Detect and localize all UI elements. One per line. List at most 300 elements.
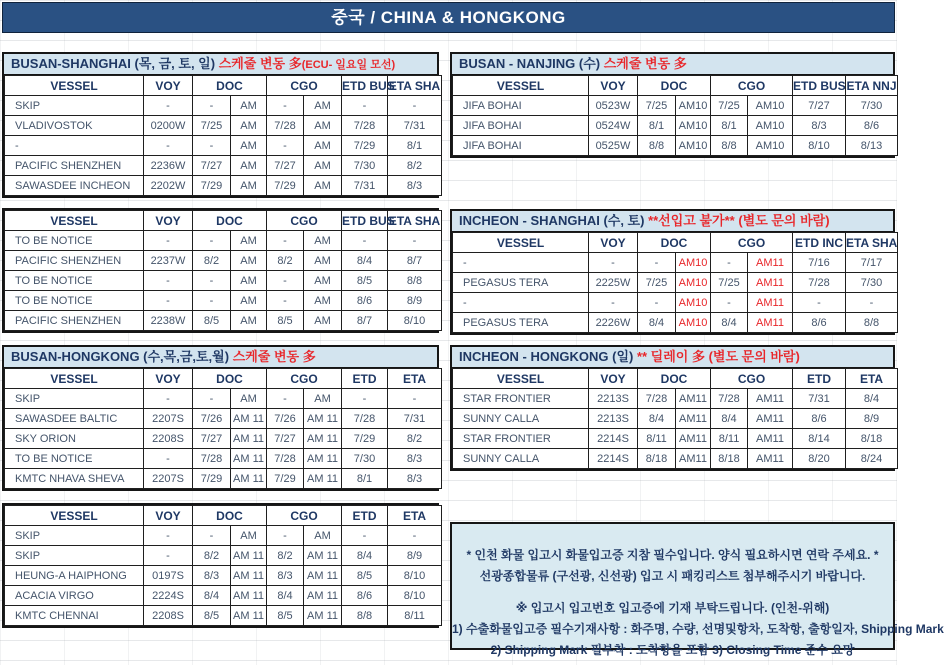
- column-header-etd-inc: ETD INC: [793, 233, 846, 253]
- doc-date-cell: 8/2: [193, 546, 231, 566]
- column-header-voy: VOY: [589, 233, 638, 253]
- doc-time-cell: AM: [231, 389, 267, 409]
- doc-time-cell: AM: [231, 176, 267, 196]
- table-row: [5, 311, 442, 331]
- cgo-time-cell: AM: [304, 116, 342, 136]
- eta-cell: 8/10: [388, 311, 442, 331]
- vessel-cell: SUNNY CALLA: [453, 409, 589, 429]
- section-title-red-text: ** 딜레이 多 (별도 문의 바람): [636, 349, 800, 364]
- page-banner: [2, 2, 895, 33]
- cgo-time-cell: AM: [304, 251, 342, 271]
- etd-cell: 8/6: [342, 291, 388, 311]
- voy-cell: 0200W: [144, 116, 193, 136]
- cgo-date-cell: -: [267, 136, 304, 156]
- doc-time-cell: AM: [231, 271, 267, 291]
- cgo-date-cell: 8/8: [711, 136, 748, 156]
- cgo-time-cell: AM10: [748, 116, 793, 136]
- voy-cell: 2213S: [589, 389, 638, 409]
- etd-cell: 8/3: [793, 116, 846, 136]
- etd-cell: 7/30: [342, 449, 388, 469]
- voy-cell: 0523W: [589, 96, 638, 116]
- doc-time-cell: AM11: [676, 449, 711, 469]
- section-title-red-note: (ECU- 일요일 모선): [301, 59, 396, 71]
- etd-cell: 7/30: [342, 156, 388, 176]
- eta-cell: 7/31: [388, 116, 442, 136]
- eta-cell: 8/10: [388, 586, 442, 606]
- table-row: [5, 251, 442, 271]
- cgo-date-cell: -: [267, 526, 304, 546]
- column-header-doc: DOC: [638, 76, 711, 96]
- doc-time-cell: AM: [231, 136, 267, 156]
- vessel-cell: TO BE NOTICE: [5, 291, 144, 311]
- eta-cell: -: [388, 96, 442, 116]
- schedule-table: [452, 75, 898, 156]
- table-row: [453, 273, 898, 293]
- column-header-voy: VOY: [144, 506, 193, 526]
- section-title-red-text: 스케줄 변동 多: [232, 349, 316, 364]
- table-row: [5, 566, 442, 586]
- vessel-cell: -: [5, 136, 144, 156]
- doc-date-cell: 7/28: [638, 389, 676, 409]
- doc-date-cell: -: [193, 96, 231, 116]
- vessel-cell: TO BE NOTICE: [5, 449, 144, 469]
- vessel-cell: HEUNG-A HAIPHONG: [5, 566, 144, 586]
- section-title-text: INCHEON - HONGKONG (일): [459, 349, 637, 364]
- cgo-date-cell: 8/2: [267, 251, 304, 271]
- doc-time-cell: AM11: [676, 389, 711, 409]
- cgo-time-cell: AM: [304, 291, 342, 311]
- voy-cell: -: [144, 231, 193, 251]
- table-header-row: [5, 76, 442, 96]
- vessel-cell: PACIFIC SHENZHEN: [5, 251, 144, 271]
- vessel-cell: -: [453, 293, 589, 313]
- notice-spacer: [452, 587, 893, 598]
- vessel-cell: PACIFIC SHENZHEN: [5, 156, 144, 176]
- table-row: [5, 271, 442, 291]
- section-title-text: BUSAN-SHANGHAI (목, 금, 토, 일): [11, 56, 219, 71]
- etd-cell: 7/27: [793, 96, 846, 116]
- column-header-voy: VOY: [144, 211, 193, 231]
- doc-date-cell: 8/5: [193, 311, 231, 331]
- vessel-cell: SAWASDEE BALTIC: [5, 409, 144, 429]
- table-row: [5, 96, 442, 116]
- column-header-vessel: VESSEL: [5, 211, 144, 231]
- etd-cell: -: [342, 389, 388, 409]
- doc-date-cell: 8/2: [193, 251, 231, 271]
- voy-cell: 2214S: [589, 449, 638, 469]
- table-row: [453, 389, 898, 409]
- cgo-time-cell: AM 11: [304, 566, 342, 586]
- column-header-etd-bus: ETD BUS: [793, 76, 846, 96]
- table-busan-hongkong: [2, 345, 439, 491]
- table-row: [5, 136, 442, 156]
- schedule-table: [452, 232, 898, 333]
- vessel-cell: STAR FRONTIER: [453, 389, 589, 409]
- doc-date-cell: 8/4: [638, 313, 676, 333]
- doc-time-cell: AM: [231, 156, 267, 176]
- doc-date-cell: 7/27: [193, 156, 231, 176]
- doc-date-cell: 7/28: [193, 449, 231, 469]
- cgo-time-cell: AM: [304, 136, 342, 156]
- voy-cell: -: [144, 96, 193, 116]
- vessel-cell: KMTC NHAVA SHEVA: [5, 469, 144, 489]
- cgo-date-cell: 7/28: [267, 449, 304, 469]
- doc-time-cell: AM 11: [231, 409, 267, 429]
- cgo-date-cell: 7/26: [267, 409, 304, 429]
- cgo-time-cell: AM11: [748, 313, 793, 333]
- cgo-date-cell: -: [711, 253, 748, 273]
- table-busan-shanghai-2: [2, 208, 439, 333]
- doc-date-cell: 7/25: [193, 116, 231, 136]
- cgo-date-cell: 8/5: [267, 311, 304, 331]
- table-row: [453, 96, 898, 116]
- cgo-date-cell: 8/18: [711, 449, 748, 469]
- column-header-vessel: VESSEL: [453, 233, 589, 253]
- cgo-time-cell: AM10: [748, 96, 793, 116]
- doc-time-cell: AM: [231, 291, 267, 311]
- schedule-table: [4, 75, 442, 196]
- doc-date-cell: -: [193, 271, 231, 291]
- table-row: [453, 136, 898, 156]
- eta-cell: 8/10: [388, 566, 442, 586]
- column-header-doc: DOC: [193, 369, 267, 389]
- doc-time-cell: AM 11: [231, 606, 267, 626]
- eta-cell: 8/9: [388, 291, 442, 311]
- eta-cell: 8/6: [846, 116, 898, 136]
- etd-cell: 8/10: [793, 136, 846, 156]
- vessel-cell: KMTC CHENNAI: [5, 606, 144, 626]
- table-row: [5, 449, 442, 469]
- section-title-text: INCHEON - SHANGHAI (수, 토): [459, 213, 649, 228]
- table-row: [453, 429, 898, 449]
- table-row: [453, 293, 898, 313]
- doc-time-cell: AM11: [676, 409, 711, 429]
- doc-date-cell: 7/29: [193, 176, 231, 196]
- eta-cell: 7/30: [846, 96, 898, 116]
- cgo-time-cell: AM: [304, 271, 342, 291]
- column-header-etd-bus: ETD BUS: [342, 211, 388, 231]
- etd-cell: -: [342, 231, 388, 251]
- cgo-time-cell: AM 11: [304, 546, 342, 566]
- doc-date-cell: -: [193, 291, 231, 311]
- table-header-row: [453, 76, 898, 96]
- doc-date-cell: -: [193, 389, 231, 409]
- doc-time-cell: AM10: [676, 136, 711, 156]
- cgo-time-cell: AM 11: [304, 469, 342, 489]
- cgo-date-cell: 8/2: [267, 546, 304, 566]
- column-header-vessel: VESSEL: [5, 369, 144, 389]
- voy-cell: -: [589, 253, 638, 273]
- voy-cell: 2225W: [589, 273, 638, 293]
- table-row: [5, 389, 442, 409]
- table-row: [5, 526, 442, 546]
- etd-cell: 8/6: [793, 313, 846, 333]
- section-title-text: BUSAN-HONGKONG (수,목,금,토,월): [11, 349, 233, 364]
- vessel-cell: PEGASUS TERA: [453, 313, 589, 333]
- column-header-eta: ETA: [388, 369, 442, 389]
- doc-time-cell: AM: [231, 526, 267, 546]
- doc-time-cell: AM11: [676, 429, 711, 449]
- voy-cell: -: [144, 291, 193, 311]
- etd-cell: 7/31: [342, 176, 388, 196]
- vessel-cell: SKIP: [5, 96, 144, 116]
- cgo-date-cell: 8/4: [267, 586, 304, 606]
- column-header-cgo: CGO: [267, 369, 342, 389]
- cgo-date-cell: 7/28: [267, 116, 304, 136]
- doc-time-cell: AM10: [676, 293, 711, 313]
- eta-cell: 8/9: [388, 546, 442, 566]
- table-incheon-shanghai: [450, 209, 898, 335]
- voy-cell: 0524W: [589, 116, 638, 136]
- eta-cell: 7/30: [846, 273, 898, 293]
- eta-cell: 8/8: [846, 313, 898, 333]
- doc-time-cell: AM: [231, 231, 267, 251]
- section-title-bar: [452, 347, 893, 368]
- doc-date-cell: -: [193, 136, 231, 156]
- doc-date-cell: -: [638, 253, 676, 273]
- cgo-date-cell: 7/25: [711, 273, 748, 293]
- notice-line: 선광종합물류 (구선광, 신선광) 입고 시 패킹리스트 첨부해주시기 바랍니다.: [479, 569, 866, 583]
- doc-time-cell: AM 11: [231, 429, 267, 449]
- vessel-cell: SKIP: [5, 526, 144, 546]
- cgo-date-cell: -: [711, 293, 748, 313]
- column-header-eta-sha: ETA SHA: [846, 233, 898, 253]
- etd-cell: 8/4: [342, 251, 388, 271]
- table-row: [453, 253, 898, 273]
- table-header-row: [5, 211, 442, 231]
- voy-cell: 0525W: [589, 136, 638, 156]
- table-row: [453, 313, 898, 333]
- doc-date-cell: 7/29: [193, 469, 231, 489]
- cgo-time-cell: AM: [304, 176, 342, 196]
- voy-cell: 2226W: [589, 313, 638, 333]
- vessel-cell: VLADIVOSTOK: [5, 116, 144, 136]
- eta-cell: -: [388, 526, 442, 546]
- column-header-eta-sha: ETA SHA: [388, 76, 442, 96]
- vessel-cell: JIFA BOHAI: [453, 116, 589, 136]
- column-header-eta-sha: ETA SHA: [388, 211, 442, 231]
- eta-cell: -: [388, 231, 442, 251]
- vessel-cell: PACIFIC SHENZHEN: [5, 311, 144, 331]
- voy-cell: 2224S: [144, 586, 193, 606]
- doc-date-cell: 8/4: [193, 586, 231, 606]
- cgo-time-cell: AM: [304, 526, 342, 546]
- table-row: [5, 116, 442, 136]
- table-busan-nanjing: [450, 52, 895, 158]
- column-header-doc: DOC: [193, 211, 267, 231]
- voy-cell: 2202W: [144, 176, 193, 196]
- doc-time-cell: AM10: [676, 253, 711, 273]
- cgo-time-cell: AM11: [748, 293, 793, 313]
- column-header-cgo: CGO: [711, 233, 793, 253]
- column-header-voy: VOY: [589, 369, 638, 389]
- column-header-cgo: CGO: [267, 76, 342, 96]
- cgo-date-cell: -: [267, 96, 304, 116]
- cgo-date-cell: 8/11: [711, 429, 748, 449]
- cgo-time-cell: AM: [304, 389, 342, 409]
- section-title-red-text: 스케줄 변동 多: [603, 56, 687, 71]
- column-header-cgo: CGO: [267, 506, 342, 526]
- doc-date-cell: 8/18: [638, 449, 676, 469]
- column-header-voy: VOY: [589, 76, 638, 96]
- doc-date-cell: 8/11: [638, 429, 676, 449]
- eta-cell: 8/18: [846, 429, 898, 449]
- section-title-red-text: **선입고 불가** (별도 문의 바람): [648, 213, 830, 228]
- table-row: [453, 409, 898, 429]
- section-title-red-text: 스케줄 변동 多: [218, 56, 302, 71]
- vessel-cell: JIFA BOHAI: [453, 136, 589, 156]
- section-title-bar: [452, 211, 893, 232]
- vessel-cell: SKIP: [5, 389, 144, 409]
- eta-cell: 8/2: [388, 156, 442, 176]
- doc-time-cell: AM10: [676, 96, 711, 116]
- voy-cell: -: [144, 136, 193, 156]
- cgo-date-cell: -: [267, 291, 304, 311]
- table-header-row: [5, 369, 442, 389]
- eta-cell: 8/3: [388, 449, 442, 469]
- cgo-date-cell: -: [267, 271, 304, 291]
- doc-time-cell: AM 11: [231, 469, 267, 489]
- schedule-table: [4, 368, 442, 489]
- etd-cell: 8/1: [342, 469, 388, 489]
- cgo-date-cell: -: [267, 389, 304, 409]
- etd-cell: -: [342, 96, 388, 116]
- etd-cell: 7/31: [793, 389, 846, 409]
- table-header-row: [453, 369, 898, 389]
- doc-date-cell: 7/25: [638, 273, 676, 293]
- doc-date-cell: 8/3: [193, 566, 231, 586]
- table-row: [5, 606, 442, 626]
- column-header-vessel: VESSEL: [5, 506, 144, 526]
- table-row: [5, 469, 442, 489]
- voy-cell: -: [144, 526, 193, 546]
- doc-time-cell: AM 11: [231, 586, 267, 606]
- eta-cell: 8/4: [846, 389, 898, 409]
- doc-date-cell: 7/25: [638, 96, 676, 116]
- doc-date-cell: -: [193, 526, 231, 546]
- eta-cell: 8/7: [388, 251, 442, 271]
- etd-cell: 7/29: [342, 136, 388, 156]
- column-header-etd: ETD: [342, 369, 388, 389]
- doc-date-cell: 8/1: [638, 116, 676, 136]
- eta-cell: 8/24: [846, 449, 898, 469]
- cgo-date-cell: 7/25: [711, 96, 748, 116]
- vessel-cell: SUNNY CALLA: [453, 449, 589, 469]
- vessel-cell: SAWASDEE INCHEON: [5, 176, 144, 196]
- section-title-bar: [4, 347, 437, 368]
- table-incheon-hongkong: [450, 345, 895, 471]
- cgo-date-cell: 7/28: [711, 389, 748, 409]
- eta-cell: 8/11: [388, 606, 442, 626]
- doc-date-cell: 8/5: [193, 606, 231, 626]
- cgo-date-cell: 8/1: [711, 116, 748, 136]
- eta-cell: 7/17: [846, 253, 898, 273]
- voy-cell: -: [144, 389, 193, 409]
- notice-line: ※ 입고시 입고번호 입고증에 기재 부탁드립니다. (인천-위해): [515, 601, 830, 615]
- eta-cell: 8/2: [388, 429, 442, 449]
- schedule-table: [4, 505, 442, 626]
- vessel-cell: STAR FRONTIER: [453, 429, 589, 449]
- doc-time-cell: AM: [231, 251, 267, 271]
- eta-cell: 7/31: [388, 409, 442, 429]
- eta-cell: -: [388, 389, 442, 409]
- table-header-row: [453, 233, 898, 253]
- column-header-doc: DOC: [193, 506, 267, 526]
- cgo-date-cell: 7/29: [267, 176, 304, 196]
- table-row: [5, 586, 442, 606]
- table-busan-hongkong-2: [2, 503, 439, 628]
- cgo-time-cell: AM 11: [304, 586, 342, 606]
- cgo-date-cell: 8/5: [267, 606, 304, 626]
- cgo-time-cell: AM 11: [304, 449, 342, 469]
- column-header-cgo: CGO: [711, 76, 793, 96]
- column-header-voy: VOY: [144, 369, 193, 389]
- section-title-text: BUSAN - NANJING (수): [459, 56, 604, 71]
- vessel-cell: JIFA BOHAI: [453, 96, 589, 116]
- column-header-doc: DOC: [638, 369, 711, 389]
- doc-time-cell: AM 11: [231, 449, 267, 469]
- voy-cell: -: [144, 546, 193, 566]
- table-row: [5, 409, 442, 429]
- column-header-cgo: CGO: [711, 369, 793, 389]
- column-header-doc: DOC: [193, 76, 267, 96]
- etd-cell: 8/8: [342, 606, 388, 626]
- voy-cell: 2236W: [144, 156, 193, 176]
- notice-line: 1) 수출화물입고증 필수기재사항 : 화주명, 수량, 선명및항차, 도착항, 출항일자, Shipping Mark: [452, 622, 944, 636]
- vessel-cell: SKIP: [5, 546, 144, 566]
- doc-date-cell: -: [193, 231, 231, 251]
- column-header-voy: VOY: [144, 76, 193, 96]
- etd-cell: 8/6: [793, 409, 846, 429]
- cgo-time-cell: AM11: [748, 273, 793, 293]
- column-header-vessel: VESSEL: [5, 76, 144, 96]
- section-title-bar: [452, 54, 893, 75]
- eta-cell: 8/3: [388, 176, 442, 196]
- voy-cell: -: [589, 293, 638, 313]
- etd-cell: 8/5: [342, 566, 388, 586]
- etd-cell: 8/5: [342, 271, 388, 291]
- eta-cell: -: [846, 293, 898, 313]
- etd-cell: 8/4: [342, 546, 388, 566]
- column-header-etd-bus: ETD BUS: [342, 76, 388, 96]
- etd-cell: -: [342, 526, 388, 546]
- cgo-date-cell: 8/4: [711, 409, 748, 429]
- column-header-cgo: CGO: [267, 211, 342, 231]
- doc-date-cell: 7/26: [193, 409, 231, 429]
- eta-cell: 8/13: [846, 136, 898, 156]
- notice-line: 2) Shipping Mark 필부착 : 도착항을 포함 3) Closing Time 준수 요망: [490, 643, 855, 657]
- etd-cell: 8/14: [793, 429, 846, 449]
- column-header-etd: ETD: [342, 506, 388, 526]
- table-row: [5, 546, 442, 566]
- etd-cell: 8/6: [342, 586, 388, 606]
- table-row: [453, 449, 898, 469]
- eta-cell: 8/3: [388, 469, 442, 489]
- doc-date-cell: 8/8: [638, 136, 676, 156]
- table-row: [5, 291, 442, 311]
- cgo-time-cell: AM11: [748, 429, 793, 449]
- voy-cell: 2207S: [144, 409, 193, 429]
- etd-cell: 8/20: [793, 449, 846, 469]
- etd-cell: -: [793, 293, 846, 313]
- eta-cell: 8/9: [846, 409, 898, 429]
- cgo-time-cell: AM: [304, 156, 342, 176]
- vessel-cell: -: [453, 253, 589, 273]
- voy-cell: 2208S: [144, 606, 193, 626]
- doc-time-cell: AM10: [676, 313, 711, 333]
- doc-date-cell: 8/4: [638, 409, 676, 429]
- column-header-doc: DOC: [638, 233, 711, 253]
